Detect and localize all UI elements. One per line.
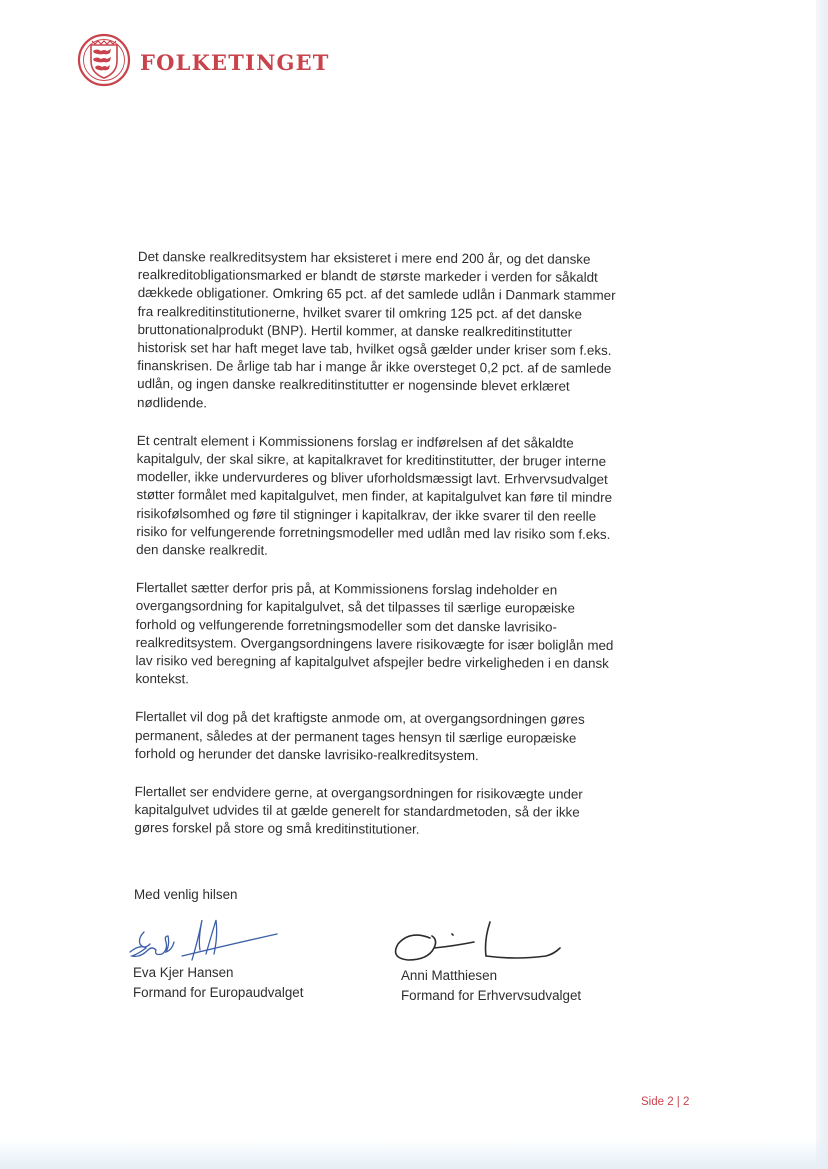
- signatory-right: [401, 966, 581, 1006]
- paragraph: Flertallet sætter derfor pris på, at Kommissionens forslag indeholder en overgangsordning for kapitalgulvet, så det tilpasses til særlige europæiske forhold og velfungerende forretningsmodeller som det danske lavrisiko-realkreditsystem. Overgangsordningens lavere risikovægte for især boliglån med lav risiko ved beregning af kapitalgulvet afspejler bedre virkeligheden i en dansk kontekst.: [135, 580, 614, 687]
- paragraph: Flertallet vil dog på det kraftigste anmode om, at overgangsordningen gøres permanent, således at der permanent tages hensyn til særlige europæiske forhold og herunder det danske lavrisiko-realkreditsystem.: [134, 709, 585, 763]
- header-logo: [77, 32, 330, 88]
- page-number: Side 2 | 2: [641, 1096, 690, 1108]
- signatory-title: Formand for Europaudvalget: [133, 985, 304, 1000]
- closing-greeting: Med venlig hilsen: [134, 887, 238, 902]
- signature-anni-matthiesen: [390, 918, 570, 970]
- scan-bottom-edge: [0, 1139, 828, 1169]
- paragraph: Flertallet ser endvidere gerne, at overgangsordningen for risikovægte under kapitalgulvet udvides til at gælde generelt for standardmetoden, så der ikke gøres forskel på store og små kreditinstitutioner.: [134, 784, 583, 838]
- signatory-name: Eva Kjer Hansen: [133, 965, 234, 980]
- signatory-title: Formand for Erhvervsudvalget: [401, 988, 582, 1003]
- org-name: FOLKETINGET: [140, 49, 330, 75]
- paragraph: Et centralt element i Kommissionens forslag er indførelsen af det såkaldte kapitalgulv, der skal sikre, at kapitalkravet for kreditinstitutter, der bruger interne modeller, ikke undervurderes og bliver uforholdsmæssigt lavt. Erhvervsudvalget støtter formålet med kapitalgulvet, men finder, at kapitalgulvet kan føre til mindre risikofølsomhed og føre til stigninger i kapitalkrav, der ikke svarer til den reelle risiko for velfungerende forretningsmodeller med udlån med lav risiko som f.eks. den danske realkredit.: [136, 432, 613, 558]
- signatory-left: [133, 963, 303, 1003]
- paragraph: Det danske realkreditsystem har eksisteret i mere end 200 år, og det danske realkreditobligationsmarked er blandt de største markeder i verden for såkaldt dækkede obligationer. Omkring 65 pct. af det samlede udlån i Danmark stammer fra realkreditinstitutionerne, hvilket svarer til omkring 125 pct. af det danske bruttonationalprodukt (BNP). Hertil kommer, at danske realkreditinstitutter historisk set har haft meget lave tab, hvilket også gælder under kriser som f.eks. finanskrisen. De årlige tab har i mange år ikke oversteget 0,2 pct. af de samlede udlån, og ingen danske realkreditinstitutter er nogensinde blevet erklæret nødlidende.: [137, 248, 616, 411]
- letter-body: [134, 248, 618, 861]
- coat-of-arms-lions-icon: [77, 33, 131, 87]
- signatory-name: Anni Matthiesen: [401, 968, 498, 983]
- page-edge-shadow: [816, 0, 828, 1169]
